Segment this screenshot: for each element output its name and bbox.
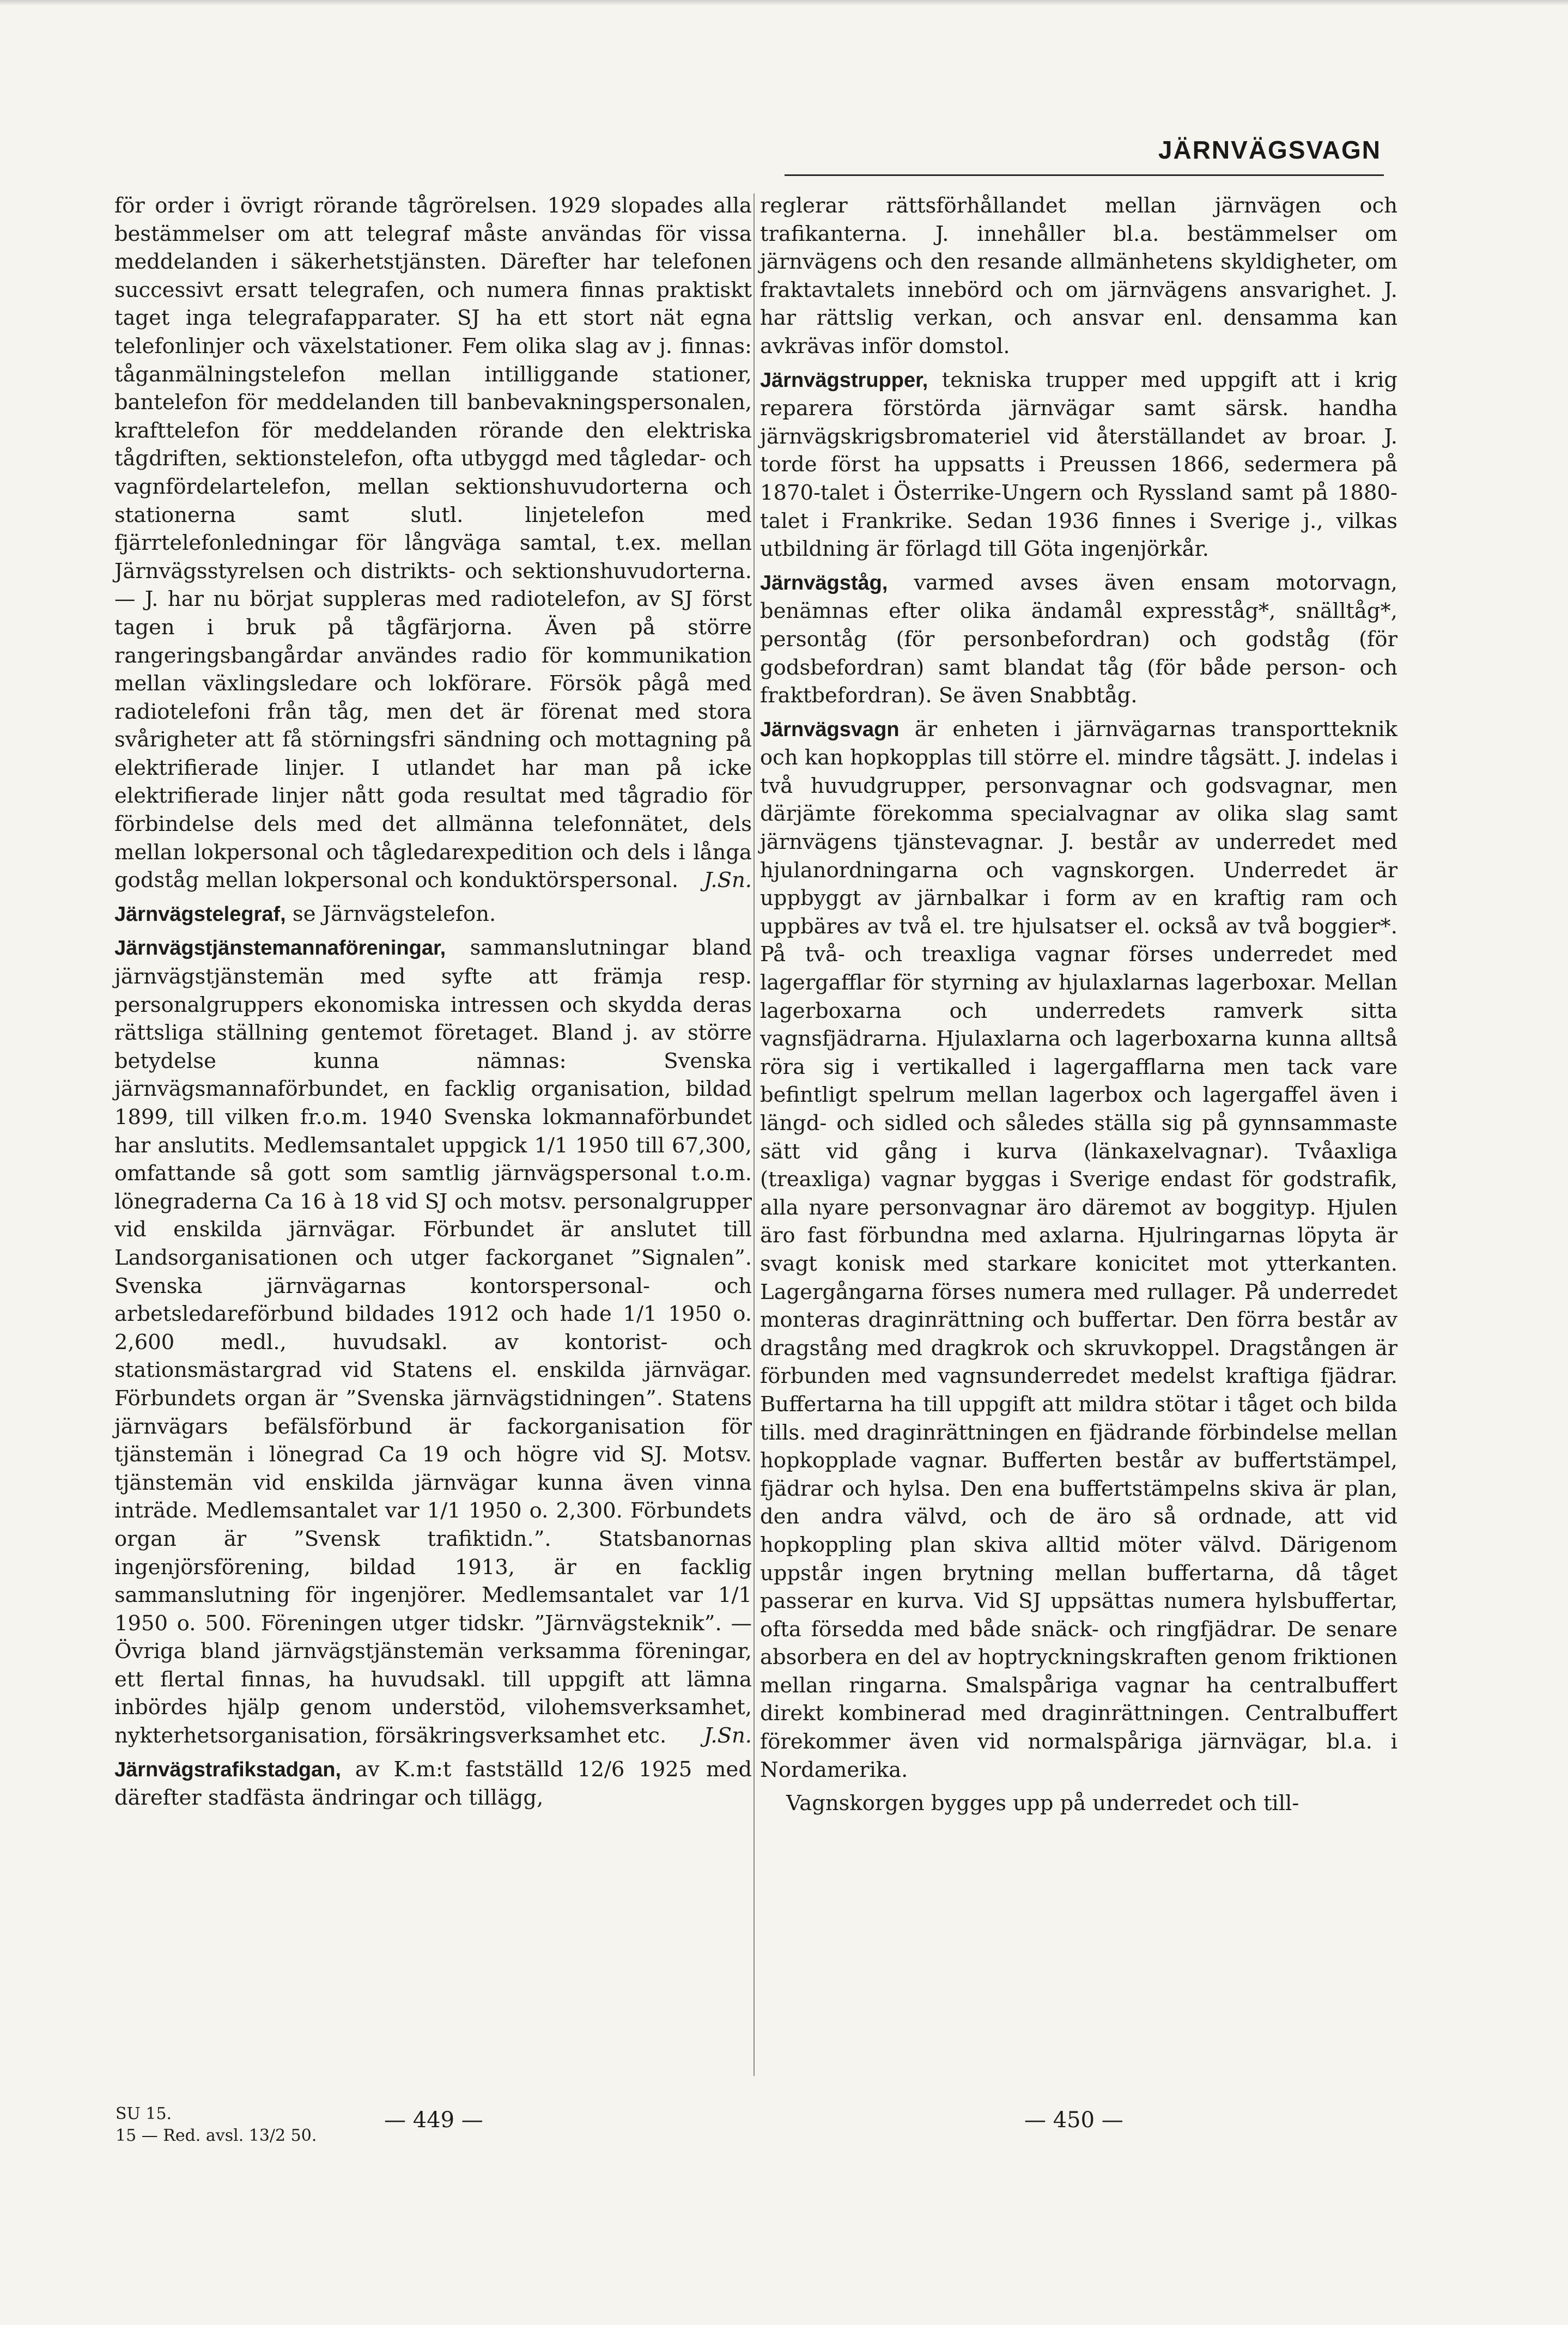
header-rule: [785, 174, 1384, 176]
paragraph-text: reglerar rättsförhållandet mellan järnvägen och trafikanterna. J. innehåller bl.a. bestämmelser om järnvägens och den resande allmänhetens skyldigheter, om fraktavtalets innebörd och om järnvägens ansvarighet. J. har rättslig verkan, och ansvar enl. densamma kan avkrävas inför domstol.: [760, 193, 1397, 359]
entry: [760, 715, 1397, 1784]
entry: [114, 900, 752, 929]
paragraph-text: för order i övrigt rörande tågrörelsen. 1929 slopades alla bestämmelser om att telegraf måste användas för vissa meddelanden i säkerhetstjänsten. Därefter har telefonen successivt ersatt telegrafen, och numera finnas praktiskt taget inga telegrafapparater. SJ ha ett stort nät egna telefonlinjer och växelstationer. Fem olika slag av j. finnas: tåganmälningstelefon mellan intilliggande stationer, bantelefon för meddelanden till banbevakningspersonalen, krafttelefon för meddelanden rörande den elektriska tågdriften, sektionstelefon, ofta utbyggd med tågledar- och vagnfördelartelefon, mellan sektionshuvudorterna och stationerna samt slutl. linjetelefon med fjärrtelefonledningar för långväga samtal, t.ex. mellan Järnvägsstyrelsen och distrikts- och sektionshuvudorterna. — J. har nu börjat suppleras med radiotelefon, av SJ först tagen i bruk på tågfärjorna. Även på större rangeringsbangårdar användes radio för kommunikation mellan växlingsledare och lokförare. Försök pågå med radiotelefoni från tåg, men det är förenat med stora svårigheter att få störningsfri sändning och mottagning på elektrifierade linjer. I utlandet har man på icke elektrifierade linjer nått goda resultat med tågradio för förbindelse dels med det allmänna telefonnätet, dels mellan lokpersonal och tågledarexpedition och dels i långa godståg mellan lokpersonal och konduktörspersonal.: [114, 193, 752, 893]
entry-text: varmed avses även ensam motorvagn, benämnas efter olika ändamål expresståg*, snälltåg*, persontåg (för personbefordran) och godståg (för godsbefordran) samt blandat tåg (för både person- och fraktbefordran). Se även Snabbtåg.: [760, 570, 1397, 708]
entry: [114, 1756, 752, 1812]
paragraph: [760, 192, 1397, 361]
footer-notes: [116, 2103, 317, 2147]
entry: [760, 366, 1397, 563]
entry-text: sammanslutningar bland järnvägstjänstemän med syfte att främja resp. personalgruppers ekonomiska intressen och skydda deras rättsliga ställning gentemot företaget. Bland j. av större betydelse kunna nämnas: Svenska järnvägsmannaförbundet, en facklig organisation, bildad 1899, till vilken fr.o.m. 1940 Svenska lokmannaförbundet har anslutits. Medlemsantalet uppgick 1/1 1950 till 67,300, omfattande så gott som samtlig järnvägspersonal t.o.m. lönegraderna Ca 16 à 18 vid SJ och motsv. personalgrupper vid enskilda järnvägar. Förbundet är anslutet till Landsorganisationen och utger fackorganet ”Signalen”. Svenska järnvägarnas kontorspersonal- och arbetsledareförbund bildades 1912 och hade 1/1 1950 o. 2,600 medl., huvudsakl. av kontorist- och stationsmästargrad vid Statens el. enskilda järnvägar. Förbundets organ är ”Svenska järnvägstidningen”. Statens järnvägars befälsförbund är fackorganisation för tjänstemän i lönegrad Ca 19 och högre vid SJ. Motsv. tjänstemän vid enskilda järnvägar kunna även vinna inträde. Medlemsantalet var 1/1 1950 o. 2,300. Förbundets organ är ”Svensk trafiktidn.”. Statsbanornas ingenjörsförening, bildad 1913, är en facklig sammanslutning för ingenjörer. Medlemsantalet var 1/1 1950 o. 500. Föreningen utger tidskr. ”Järnvägsteknik”. — Övriga bland järnvägstjänstemän verksamma föreningar, ett flertal finnas, ha huvudsakl. till uppgift att lämna inbördes hjälp genom understöd, vilohemsverksamhet, nykterhetsorganisation, försäkringsverksamhet etc.: [114, 936, 752, 1749]
paragraph-text: Vagnskorgen bygges upp på underredet och till-: [786, 1791, 1299, 1816]
entry-headword: Järnvägsvagn: [760, 718, 900, 741]
author-signature: J.Sn.: [703, 1723, 752, 1749]
column-divider: [753, 193, 755, 2076]
entry-text: tekniska trupper med uppgift att i krig reparera förstörda järnvägar samt särsk. handha järnvägskrigsbromateriel vid återställandet av broar. J. torde först ha uppsatts i Preussen 1866, sedermera på 1870-talet i Österrike-Ungern och Ryssland samt på 1880-talet i Frankrike. Sedan 1936 finnes i Sverige j., vilkas utbildning är förlagd till Göta ingenjörkår.: [760, 367, 1397, 562]
entry-headword: Järnvägståg,: [760, 571, 888, 594]
entry-text: är enheten i järnvägarnas transportteknik och kan hopkopplas till större el. mindre tågsätt. J. indelas i två huvudgrupper, personvagnar och godsvagnar, men därjämte förekomma specialvagnar av olika slag samt järnvägens tjänstevagnar. J. består av underredet med hjulanordningarna och vagnskorgen. Underredet är uppbyggt av järnbalkar i form av en kraftig ram och uppbäres av två el. tre hjulsatser el. också av två boggier*. På två- och treaxliga vagnar förses underredet med lagergafflar för styrning av hjulaxlarnas lagerboxar. Mellan lagerboxarna och underredets ramverk sitta vagnsfjädrarna. Hjulaxlarna och lagerboxarna kunna alltså röra sig i vertikalled i lagergafflarna men tack vare befintligt spelrum mellan lagerbox och lagergaffel även i längd- och sidled och således ställa sig på gynnsammaste sätt vid gång i kurva (länkaxelvagnar). Tvåaxliga (treaxliga) vagnar byggas i Sverige endast för godstrafik, alla nyare personvagnar äro däremot av boggityp. Hjulen äro fast förbundna med axlarna. Hjulringarnas löpyta är svagt konisk med starkare konicitet mot ytterkanten. Lagergångarna förses numera med rullager. På underredet monteras draginrättning och buffertar. Den förra består av dragstång med dragkrok och skruvkoppel. Dragstången är förbunden med vagnsunderredet medelst kraftiga fjädrar. Buffertarna ha till uppgift att mildra stötar i tåget och bilda tills. med draginrättningen en fjädrande förbindelse mellan hopkopplade vagnar. Bufferten består av buffertstämpel, fjädrar och hylsa. Den ena buffertstämpelns skiva är plan, den andra välvd, och de äro så ordnade, att vid hopkoppling plan skiva alltid möter välvd. Därigenom uppstår ingen brytning mellan buffertarna, då tåget passerar en kurva. Vid SJ uppsättas numera hylsbuffertar, ofta försedda med både snäck- och ringfjädrar. De senare absorbera en del av hoptryckningskraften genom friktionen mellan ringarna. Smalspåriga vagnar ha centralbuffert direkt kombinerad med draginrättningen. Centralbuffert förekommer även vid normalspåriga järnvägar, bl.a. i Nordamerika.: [760, 717, 1397, 1782]
entry: [114, 934, 752, 1750]
right-column: [760, 192, 1397, 1818]
paragraph: [114, 192, 752, 895]
entry-headword: Järnvägstrafikstadgan,: [114, 1758, 342, 1781]
entry-headword: Järnvägstelegraf,: [114, 902, 286, 926]
running-head: JÄRNVÄGSVAGN: [1158, 136, 1381, 164]
entry: [760, 569, 1397, 710]
entry-text: se Järnvägstelefon.: [292, 901, 496, 926]
print-note: 15 — Red. avsl. 13/2 50.: [116, 2126, 317, 2145]
entry-text: av K.m:t fastställd 12/6 1925 med därefter stadfästa ändringar och tillägg,: [114, 1757, 752, 1811]
scan-edge: [0, 0, 1568, 5]
page-number-right: — 450 —: [1024, 2108, 1123, 2133]
entry-headword: Järnvägstrupper,: [760, 368, 928, 392]
signature-mark: SU 15.: [116, 2104, 172, 2123]
page-number-left: — 449 —: [384, 2108, 483, 2133]
author-signature: J.Sn.: [703, 868, 752, 893]
left-column: [114, 192, 752, 1812]
paragraph: [760, 1789, 1397, 1818]
entry-headword: Järnvägstjänstemannaföreningar,: [114, 937, 446, 960]
